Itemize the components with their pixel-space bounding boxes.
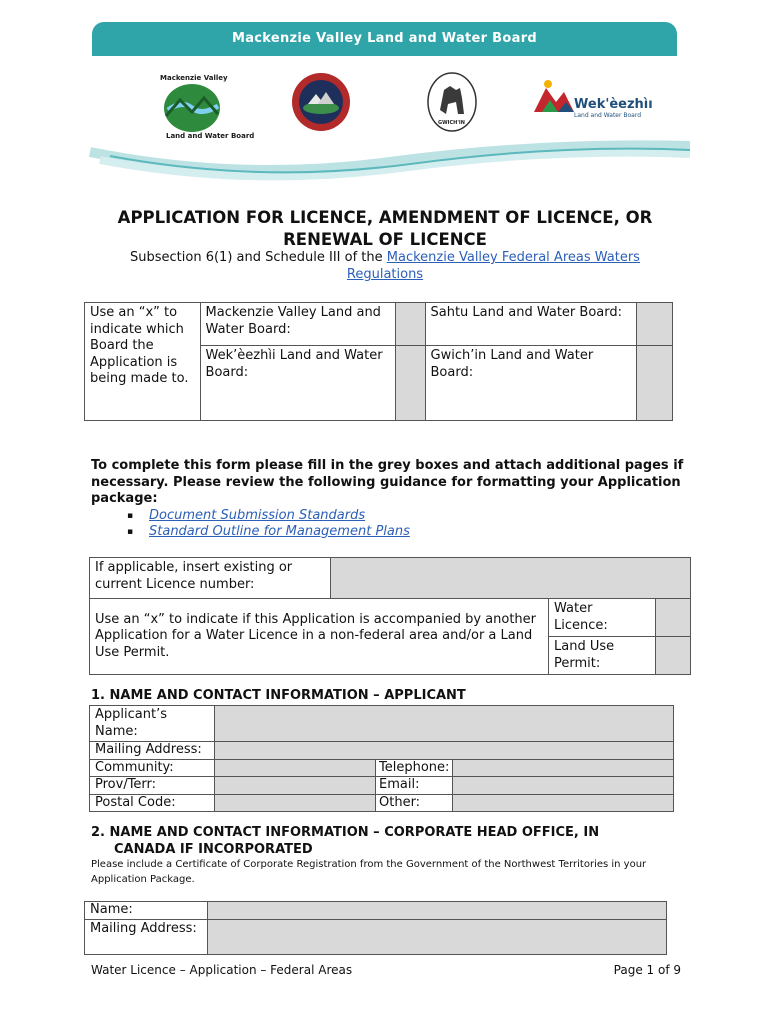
wave-decoration (90, 130, 690, 190)
land-use-permit-checkbox[interactable] (656, 637, 691, 675)
board-label-mvlwb: Mackenzie Valley Land and Water Board: (200, 303, 395, 346)
gwichin-logo (426, 70, 478, 134)
water-licence-label: Water Licence: (549, 599, 656, 637)
guidance (91, 458, 691, 541)
page-number: Page 1 of 9 (613, 963, 681, 977)
prov-terr-input[interactable] (215, 777, 376, 795)
community-input[interactable] (215, 759, 376, 777)
accompanied-label: Use an “x” to indicate if this Application is accompanied by another Application for a Water Licence in a non-federal area and/or a Land Use Permit. (90, 599, 549, 675)
applicant-table (89, 705, 674, 812)
telephone-label: Telephone: (376, 759, 453, 777)
board-label-sahtu: Sahtu Land and Water Board: (425, 303, 637, 346)
subtitle-prefix: Subsection 6(1) and Schedule III of the (130, 250, 387, 265)
existing-licence-input[interactable] (331, 558, 691, 599)
corp-mailing-address-label: Mailing Address: (85, 920, 208, 955)
mailing-address-label: Mailing Address: (90, 742, 215, 760)
other-label: Other: (376, 794, 453, 812)
svg-text:Mackenzie Valley: Mackenzie Valley (160, 74, 228, 82)
existing-licence-label: If applicable, insert existing or current Licence number: (90, 558, 331, 599)
wekeezhii-logo (528, 72, 658, 128)
page-title: APPLICATION FOR LICENCE, AMENDMENT OF LICENCE, OR RENEWAL OF LICENCE (117, 208, 653, 249)
section1-heading: 1. NAME AND CONTACT INFORMATION – APPLICANT (91, 688, 466, 703)
subtitle (100, 249, 670, 283)
other-input[interactable] (453, 794, 674, 812)
svg-text:GWICH'IN: GWICH'IN (438, 120, 465, 126)
document-submission-standards-link[interactable]: Document Submission Standards (149, 507, 366, 523)
email-label: Email: (376, 777, 453, 795)
header-banner: Mackenzie Valley Land and Water Board (92, 22, 677, 56)
board-label-wekeezhii: Wek’èezhìi Land and Water Board: (200, 346, 395, 421)
footer-title: Water Licence – Application – Federal Areas (91, 963, 353, 977)
prov-terr-label: Prov/Terr: (90, 777, 215, 795)
section2-note: Please include a Certificate of Corporate Registration from the Government of the Northwest Territories in your Application Package. (91, 859, 647, 885)
postal-code-input[interactable] (215, 794, 376, 812)
sahtu-logo (290, 70, 352, 134)
board-label-gwichin: Gwich’in Land and Water Board: (425, 346, 637, 421)
section2-heading: 2. NAME AND CONTACT INFORMATION – CORPORATE HEAD OFFICE, IN (91, 825, 600, 840)
regulations-link[interactable]: Mackenzie Valley Federal Areas Waters Regulations (346, 250, 640, 282)
svg-text:Land and Water Board: Land and Water Board (166, 132, 255, 140)
svg-text:Wek'èezhìı: Wek'èezhìı (574, 97, 653, 112)
email-input[interactable] (453, 777, 674, 795)
standard-outline-link[interactable]: Standard Outline for Management Plans (149, 524, 410, 539)
board-table (84, 302, 673, 421)
board-checkbox-wekeezhii[interactable] (395, 346, 425, 421)
applicant-name-label: Applicant’s Name: (90, 706, 215, 742)
board-checkbox-mvlwb[interactable] (395, 303, 425, 346)
postal-code-label: Postal Code: (90, 794, 215, 812)
board-checkbox-sahtu[interactable] (637, 303, 673, 346)
water-licence-checkbox[interactable] (656, 599, 691, 637)
community-label: Community: (90, 759, 215, 777)
telephone-input[interactable] (453, 759, 674, 777)
board-instruction: Use an “x” to indicate which Board the Application is being made to. (85, 303, 201, 421)
corp-name-input[interactable] (208, 902, 667, 920)
board-checkbox-gwichin[interactable] (637, 346, 673, 421)
corp-mailing-address-input[interactable] (208, 920, 667, 955)
corp-name-label: Name: (85, 902, 208, 920)
guidance-links (91, 508, 691, 541)
section2-heading-cont: CANADA IF INCORPORATED (114, 842, 313, 857)
svg-text:Land and Water Board: Land and Water Board (574, 112, 642, 119)
licence-table (89, 557, 691, 675)
guidance-text: To complete this form please fill in the grey boxes and attach additional pages if necessary. Please review the following guidance for formatting your Application package: (91, 458, 684, 506)
corporate-table (84, 901, 667, 955)
applicant-name-input[interactable] (215, 706, 674, 742)
land-use-permit-label: Land Use Permit: (549, 637, 656, 675)
mailing-address-input[interactable] (215, 742, 674, 760)
